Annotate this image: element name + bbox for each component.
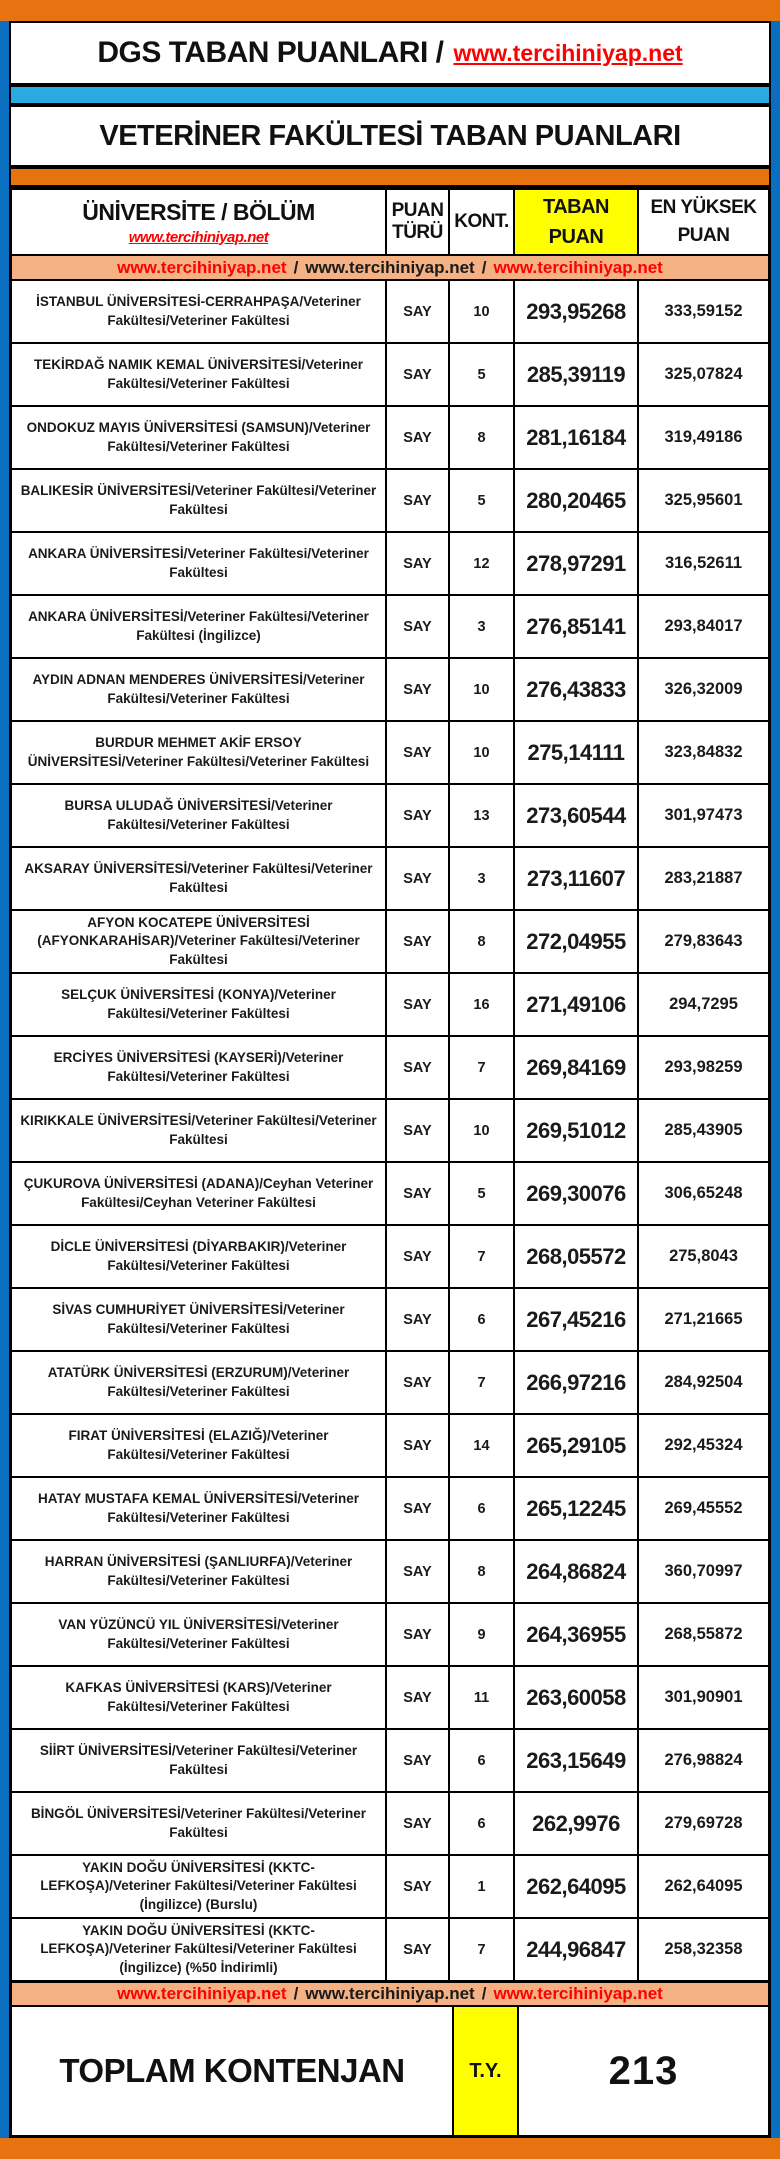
cell-score-type: SAY — [387, 1604, 450, 1665]
cell-highest-score: 293,98259 — [664, 1058, 743, 1076]
subtitle-band — [9, 105, 771, 167]
bottom-orange-band — [0, 2138, 780, 2159]
table-row — [12, 848, 768, 911]
blue-frame — [0, 21, 780, 2138]
cell-highest-score: 301,90901 — [664, 1688, 743, 1706]
table-row — [12, 1352, 768, 1415]
url-strip-top — [12, 256, 768, 281]
cell-highest-score: 279,69728 — [664, 1814, 743, 1832]
separator: / — [481, 257, 487, 277]
cell-base-score: 273,11607 — [515, 848, 639, 909]
table-row — [12, 344, 768, 407]
cell-quota: 5 — [450, 344, 515, 405]
cell-quota: 8 — [450, 911, 515, 972]
cell-score-type: SAY — [387, 281, 450, 342]
cell-university: KAFKAS ÜNİVERSİTESİ (KARS)/Veteriner Fakültesi/Veteriner Fakültesi — [12, 1667, 387, 1728]
cell-score-type: SAY — [387, 1289, 450, 1350]
cell-quota: 6 — [450, 1730, 515, 1791]
cell-highest-score: 333,59152 — [664, 302, 743, 320]
cell-quota: 10 — [450, 722, 515, 783]
cell-base-score: 244,96847 — [515, 1919, 639, 1980]
cell-quota: 6 — [450, 1478, 515, 1539]
cell-score-type: SAY — [387, 470, 450, 531]
cell-base-score: 265,29105 — [515, 1415, 639, 1476]
table-row — [12, 1604, 768, 1667]
main-title-band — [9, 21, 771, 85]
table-row — [12, 785, 768, 848]
cell-university: İSTANBUL ÜNİVERSİTESİ-CERRAHPAŞA/Veteriner Fakültesi/Veteriner Fakültesi — [12, 281, 387, 342]
table-row — [12, 1667, 768, 1730]
cyan-divider — [9, 85, 771, 105]
cell-base-score: 266,97216 — [515, 1352, 639, 1413]
url-strip-bottom — [12, 1982, 768, 2007]
table-row — [12, 1415, 768, 1478]
cell-quota: 5 — [450, 470, 515, 531]
cell-university: SELÇUK ÜNİVERSİTESİ (KONYA)/Veteriner Fakültesi/Veteriner Fakültesi — [12, 974, 387, 1035]
cell-highest-score: 319,49186 — [664, 428, 743, 446]
cell-highest-score: 258,32358 — [664, 1940, 743, 1958]
cell-university: BURSA ULUDAĞ ÜNİVERSİTESİ/Veteriner Fakültesi/Veteriner Fakültesi — [12, 785, 387, 846]
table-row — [12, 470, 768, 533]
table-row — [12, 1100, 768, 1163]
cell-score-type: SAY — [387, 785, 450, 846]
cell-score-type: SAY — [387, 344, 450, 405]
cell-quota: 9 — [450, 1604, 515, 1665]
cell-score-type: SAY — [387, 407, 450, 468]
cell-quota: 8 — [450, 407, 515, 468]
cell-university: ÇUKUROVA ÜNİVERSİTESİ (ADANA)/Ceyhan Veteriner Fakültesi/Ceyhan Veteriner Fakültesi — [12, 1163, 387, 1224]
cell-university: BALIKESİR ÜNİVERSİTESİ/Veteriner Fakültesi/Veteriner Fakültesi — [12, 470, 387, 531]
cell-university: BİNGÖL ÜNİVERSİTESİ/Veteriner Fakültesi/Veteriner Fakültesi — [12, 1793, 387, 1854]
cell-quota: 5 — [450, 1163, 515, 1224]
header-highest-score: EN YÜKSEK PUAN — [650, 196, 757, 246]
cell-highest-score: 325,07824 — [664, 365, 743, 383]
cell-score-type: SAY — [387, 1730, 450, 1791]
cell-score-type: SAY — [387, 1226, 450, 1287]
cell-university: TEKİRDAĞ NAMIK KEMAL ÜNİVERSİTESİ/Veteriner Fakültesi/Veteriner Fakültesi — [12, 344, 387, 405]
cell-base-score: 273,60544 — [515, 785, 639, 846]
cell-highest-score: 360,70997 — [664, 1562, 743, 1580]
header-quota: KONT. — [450, 190, 515, 254]
cell-highest-score: 326,32009 — [664, 680, 743, 698]
score-type-abbrev: T.Y. — [454, 2007, 519, 2135]
cell-score-type: SAY — [387, 1793, 450, 1854]
separator: / — [481, 1984, 487, 2003]
cell-highest-score: 275,8043 — [669, 1247, 738, 1265]
cell-base-score: 276,43833 — [515, 659, 639, 720]
cell-quota: 10 — [450, 1100, 515, 1161]
cell-highest-score: 323,84832 — [664, 743, 743, 761]
cell-highest-score: 325,95601 — [664, 491, 743, 509]
table-row — [12, 596, 768, 659]
table-row — [12, 722, 768, 785]
table-row — [12, 1226, 768, 1289]
separator: / — [293, 1984, 299, 2003]
cell-highest-score: 316,52611 — [664, 554, 743, 572]
cell-highest-score: 269,45552 — [664, 1499, 743, 1517]
site-link[interactable]: www.tercihiniyap.net — [305, 1984, 475, 2003]
cell-university: AFYON KOCATEPE ÜNİVERSİTESİ (AFYONKARAHİSAR)/Veteriner Fakültesi/Veteriner Fakültesi — [12, 911, 387, 972]
site-link[interactable]: www.tercihiniyap.net — [493, 1984, 663, 2003]
separator: / — [293, 257, 299, 277]
header-base-score: TABAN PUAN — [515, 190, 639, 254]
cell-base-score: 267,45216 — [515, 1289, 639, 1350]
cell-highest-score: 284,92504 — [664, 1373, 743, 1391]
scores-table — [9, 187, 771, 2138]
table-row — [12, 1856, 768, 1919]
cell-quota: 10 — [450, 281, 515, 342]
cell-score-type: SAY — [387, 1856, 450, 1917]
cell-base-score: 272,04955 — [515, 911, 639, 972]
cell-quota: 6 — [450, 1289, 515, 1350]
orange-divider — [9, 167, 771, 187]
cell-university: KIRIKKALE ÜNİVERSİTESİ/Veteriner Fakültesi/Veteriner Fakültesi — [12, 1100, 387, 1161]
cell-score-type: SAY — [387, 848, 450, 909]
page-title: DGS TABAN PUANLARI / — [97, 36, 444, 69]
table-row — [12, 281, 768, 344]
table-row — [12, 659, 768, 722]
cell-score-type: SAY — [387, 659, 450, 720]
cell-score-type: SAY — [387, 1100, 450, 1161]
cell-university: FIRAT ÜNİVERSİTESİ (ELAZIĞ)/Veteriner Fakültesi/Veteriner Fakültesi — [12, 1415, 387, 1476]
cell-university: YAKIN DOĞU ÜNİVERSİTESİ (KKTC-LEFKOŞA)/Veteriner Fakültesi/Veteriner Fakültesi (İngilizce) (%50 İndirimli) — [12, 1919, 387, 1980]
table-row — [12, 1541, 768, 1604]
cell-quota: 13 — [450, 785, 515, 846]
table-row — [12, 1289, 768, 1352]
table-row — [12, 1730, 768, 1793]
cell-university: HATAY MUSTAFA KEMAL ÜNİVERSİTESİ/Veteriner Fakültesi/Veteriner Fakültesi — [12, 1478, 387, 1539]
cell-university: ATATÜRK ÜNİVERSİTESİ (ERZURUM)/Veteriner Fakültesi/Veteriner Fakültesi — [12, 1352, 387, 1413]
cell-base-score: 275,14111 — [515, 722, 639, 783]
cell-base-score: 271,49106 — [515, 974, 639, 1035]
cell-university: ONDOKUZ MAYIS ÜNİVERSİTESİ (SAMSUN)/Veteriner Fakültesi/Veteriner Fakültesi — [12, 407, 387, 468]
cell-university: DİCLE ÜNİVERSİTESİ (DİYARBAKIR)/Veteriner Fakültesi/Veteriner Fakültesi — [12, 1226, 387, 1287]
cell-score-type: SAY — [387, 1415, 450, 1476]
cell-university: VAN YÜZÜNCÜ YIL ÜNİVERSİTESİ/Veteriner Fakültesi/Veteriner Fakültesi — [12, 1604, 387, 1665]
site-link[interactable]: www.tercihiniyap.net — [493, 257, 663, 277]
cell-university: BURDUR MEHMET AKİF ERSOY ÜNİVERSİTESİ/Veteriner Fakültesi/Veteriner Fakültesi — [12, 722, 387, 783]
cell-score-type: SAY — [387, 974, 450, 1035]
total-quota-label: TOPLAM KONTENJAN — [12, 2007, 454, 2135]
cell-highest-score: 294,7295 — [669, 995, 738, 1013]
header-university-label: ÜNİVERSİTE / BÖLÜM — [82, 198, 315, 225]
cell-quota: 1 — [450, 1856, 515, 1917]
cell-quota: 12 — [450, 533, 515, 594]
cell-score-type: SAY — [387, 1541, 450, 1602]
cell-quota: 6 — [450, 1793, 515, 1854]
cell-score-type: SAY — [387, 722, 450, 783]
cell-score-type: SAY — [387, 1667, 450, 1728]
table-row — [12, 407, 768, 470]
cell-university: AKSARAY ÜNİVERSİTESİ/Veteriner Fakültesi/Veteriner Fakültesi — [12, 848, 387, 909]
cell-score-type: SAY — [387, 911, 450, 972]
cell-score-type: SAY — [387, 1037, 450, 1098]
cell-base-score: 269,84169 — [515, 1037, 639, 1098]
cell-score-type: SAY — [387, 533, 450, 594]
cell-base-score: 262,9976 — [515, 1793, 639, 1854]
table-body — [12, 281, 768, 1982]
top-orange-band — [0, 0, 780, 21]
table-footer-row — [12, 2007, 768, 2135]
cell-base-score: 263,15649 — [515, 1730, 639, 1791]
cell-university: HARRAN ÜNİVERSİTESİ (ŞANLIURFA)/Veteriner Fakültesi/Veteriner Fakültesi — [12, 1541, 387, 1602]
cell-quota: 16 — [450, 974, 515, 1035]
cell-base-score: 276,85141 — [515, 596, 639, 657]
cell-highest-score: 306,65248 — [664, 1184, 743, 1202]
cell-quota: 8 — [450, 1541, 515, 1602]
cell-university: SİİRT ÜNİVERSİTESİ/Veteriner Fakültesi/Veteriner Fakültesi — [12, 1730, 387, 1791]
cell-quota: 3 — [450, 848, 515, 909]
cell-base-score: 278,97291 — [515, 533, 639, 594]
cell-university: AYDIN ADNAN MENDERES ÜNİVERSİTESİ/Veteriner Fakültesi/Veteriner Fakültesi — [12, 659, 387, 720]
cell-university: SİVAS CUMHURİYET ÜNİVERSİTESİ/Veteriner Fakültesi/Veteriner Fakültesi — [12, 1289, 387, 1350]
cell-score-type: SAY — [387, 1352, 450, 1413]
cell-base-score: 269,30076 — [515, 1163, 639, 1224]
cell-highest-score: 262,64095 — [664, 1877, 743, 1895]
cell-university: ERCİYES ÜNİVERSİTESİ (KAYSERİ)/Veteriner Fakültesi/Veteriner Fakültesi — [12, 1037, 387, 1098]
table-row — [12, 1163, 768, 1226]
cell-score-type: SAY — [387, 1163, 450, 1224]
cell-quota: 10 — [450, 659, 515, 720]
cell-base-score: 281,16184 — [515, 407, 639, 468]
cell-highest-score: 285,43905 — [664, 1121, 743, 1139]
page-subtitle: VETERİNER FAKÜLTESİ TABAN PUANLARI — [99, 119, 681, 152]
cell-highest-score: 292,45324 — [664, 1436, 743, 1454]
cell-highest-score: 283,21887 — [664, 869, 743, 887]
cell-base-score: 264,36955 — [515, 1604, 639, 1665]
cell-base-score: 265,12245 — [515, 1478, 639, 1539]
cell-base-score: 262,64095 — [515, 1856, 639, 1917]
cell-highest-score: 301,97473 — [664, 806, 743, 824]
site-link[interactable]: www.tercihiniyap.net — [117, 1984, 287, 2003]
total-quota-value: 213 — [608, 2048, 679, 2093]
table-row — [12, 1919, 768, 1982]
cell-quota: 7 — [450, 1352, 515, 1413]
cell-highest-score: 293,84017 — [664, 617, 743, 635]
table-row — [12, 1793, 768, 1856]
table-header-row — [12, 190, 768, 256]
cell-highest-score: 279,83643 — [664, 932, 743, 950]
cell-quota: 7 — [450, 1037, 515, 1098]
cell-score-type: SAY — [387, 1919, 450, 1980]
site-link[interactable]: www.tercihiniyap.net — [117, 257, 287, 277]
site-link[interactable]: www.tercihiniyap.net — [305, 257, 475, 277]
cell-base-score: 264,86824 — [515, 1541, 639, 1602]
cell-base-score: 285,39119 — [515, 344, 639, 405]
title-site-link[interactable]: www.tercihiniyap.net — [453, 39, 683, 66]
cell-score-type: SAY — [387, 1478, 450, 1539]
table-row — [12, 911, 768, 974]
cell-university: ANKARA ÜNİVERSİTESİ/Veteriner Fakültesi/Veteriner Fakültesi — [12, 533, 387, 594]
cell-highest-score: 268,55872 — [664, 1625, 743, 1643]
cell-quota: 11 — [450, 1667, 515, 1728]
table-row — [12, 1037, 768, 1100]
cell-quota: 7 — [450, 1226, 515, 1287]
cell-highest-score: 276,98824 — [664, 1751, 743, 1769]
cell-base-score: 269,51012 — [515, 1100, 639, 1161]
cell-university: YAKIN DOĞU ÜNİVERSİTESİ (KKTC-LEFKOŞA)/Veteriner Fakültesi/Veteriner Fakültesi (İngilizce) (Burslu) — [12, 1856, 387, 1917]
cell-highest-score: 271,21665 — [664, 1310, 743, 1328]
table-row — [12, 533, 768, 596]
header-score-type: PUAN TÜRÜ — [387, 190, 450, 254]
header-university — [12, 190, 387, 254]
cell-base-score: 268,05572 — [515, 1226, 639, 1287]
table-row — [12, 1478, 768, 1541]
cell-base-score: 280,20465 — [515, 470, 639, 531]
cell-base-score: 293,95268 — [515, 281, 639, 342]
cell-university: ANKARA ÜNİVERSİTESİ/Veteriner Fakültesi/Veteriner Fakültesi (İngilizce) — [12, 596, 387, 657]
cell-quota: 3 — [450, 596, 515, 657]
cell-base-score: 263,60058 — [515, 1667, 639, 1728]
table-row — [12, 974, 768, 1037]
header-site-link[interactable]: www.tercihiniyap.net — [128, 228, 269, 246]
cell-score-type: SAY — [387, 596, 450, 657]
cell-quota: 14 — [450, 1415, 515, 1476]
cell-quota: 7 — [450, 1919, 515, 1980]
